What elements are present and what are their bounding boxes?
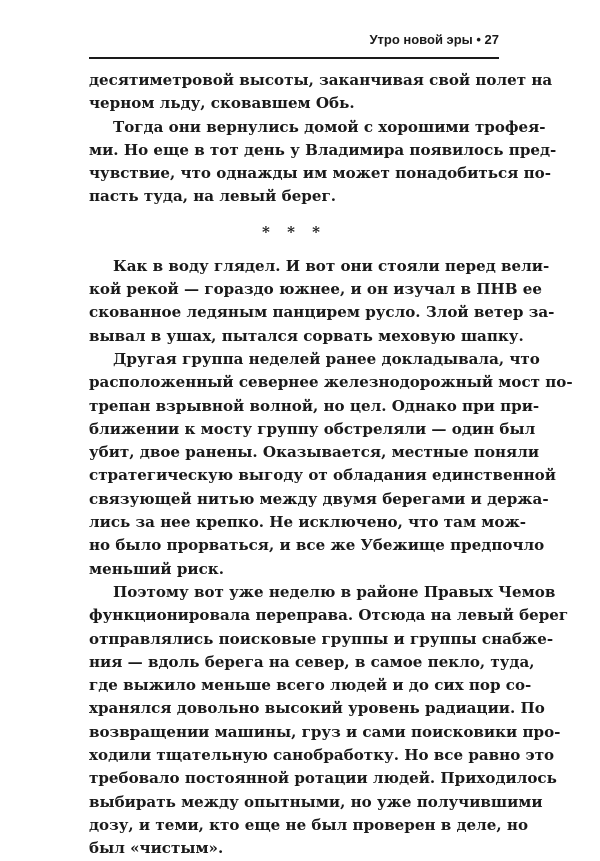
text-line: Другая группа неделей ранее докладывала, что [113,349,540,368]
text-line: ближении к мосту группу обстреляли — один был [89,419,536,438]
paragraph-4 [89,348,573,581]
text-line: ми. Но еще в тот день у Владимира появилось пред- [89,140,557,159]
text-line: был «чистым». [89,839,224,858]
text-line: Как в воду глядел. И вот они стояли перед вели- [113,256,550,275]
text-line: лись за нее крепко. Не исключено, что там мож- [89,513,526,532]
text-line: убит, двое ранены. Оказывается, местные поняли [89,443,540,462]
paragraph-5 [89,581,569,861]
body-text [89,69,573,861]
running-header: Утро новой эры • 27 [369,32,499,47]
text-line: функционировала переправа. Отсюда на левый берег [89,606,569,625]
text-line: связующей нитью между двумя берегами и держа- [89,489,549,508]
text-line: черном льду, сковавшем Обь. [89,94,355,113]
text-line: расположенный севернее железнодорожный мост по- [89,373,573,392]
text-line: десятиметровой высоты, заканчивая свой полет на [89,71,553,89]
text-line: дозу, и теми, кто еще не был проверен в деле, но [89,815,529,834]
text-line: выбирать между опытными, но уже получившими [89,792,543,811]
header-rule [89,57,499,59]
text-line: трепан взрывной волной, но цел. Однако при при- [89,396,540,415]
text-line: требовало постоянной ротации людей. Приходилось [89,769,557,788]
text-line: скованное ледяным панцирем русло. Злой ветер за- [89,303,555,322]
text-line: Тогда они вернулись домой с хорошими трофея- [113,117,546,136]
text-line: но было прорваться, и все же Убежище предпочло [89,536,545,555]
paragraph-2 [89,116,557,209]
text-line: чувствие, что однажды им может понадобиться по- [89,164,551,183]
text-line: Поэтому вот уже неделю в районе Правых Чемов [113,582,556,601]
text-line: хранялся довольно высокий уровень радиации. По [89,699,545,718]
text-line: отправлялись поисковые группы и группы снабже- [89,629,554,648]
paragraph-3 [89,255,555,348]
text-line: ходили тщательную санобработку. Но все равно это [89,746,555,765]
text-line: ния — вдоль берега на север, в самое пекло, туда, [89,652,535,671]
text-line: где выжило меньше всего людей и до сих пор со- [89,676,532,695]
text-line: пасть туда, на левый берег. [89,187,336,206]
paragraph-1 [89,69,553,116]
text-line: вывал в ушах, пытался сорвать меховую шапку. [89,326,524,345]
text-line: меньший риск. [89,559,224,578]
text-line: возвращении машины, груз и сами поисковики про- [89,722,561,741]
text-line: кой рекой — гораздо южнее, и он изучал в ПНВ ее [89,280,542,299]
section-separator: * * * [262,222,326,241]
text-line: стратегическую выгоду от обладания единственной [89,466,556,485]
